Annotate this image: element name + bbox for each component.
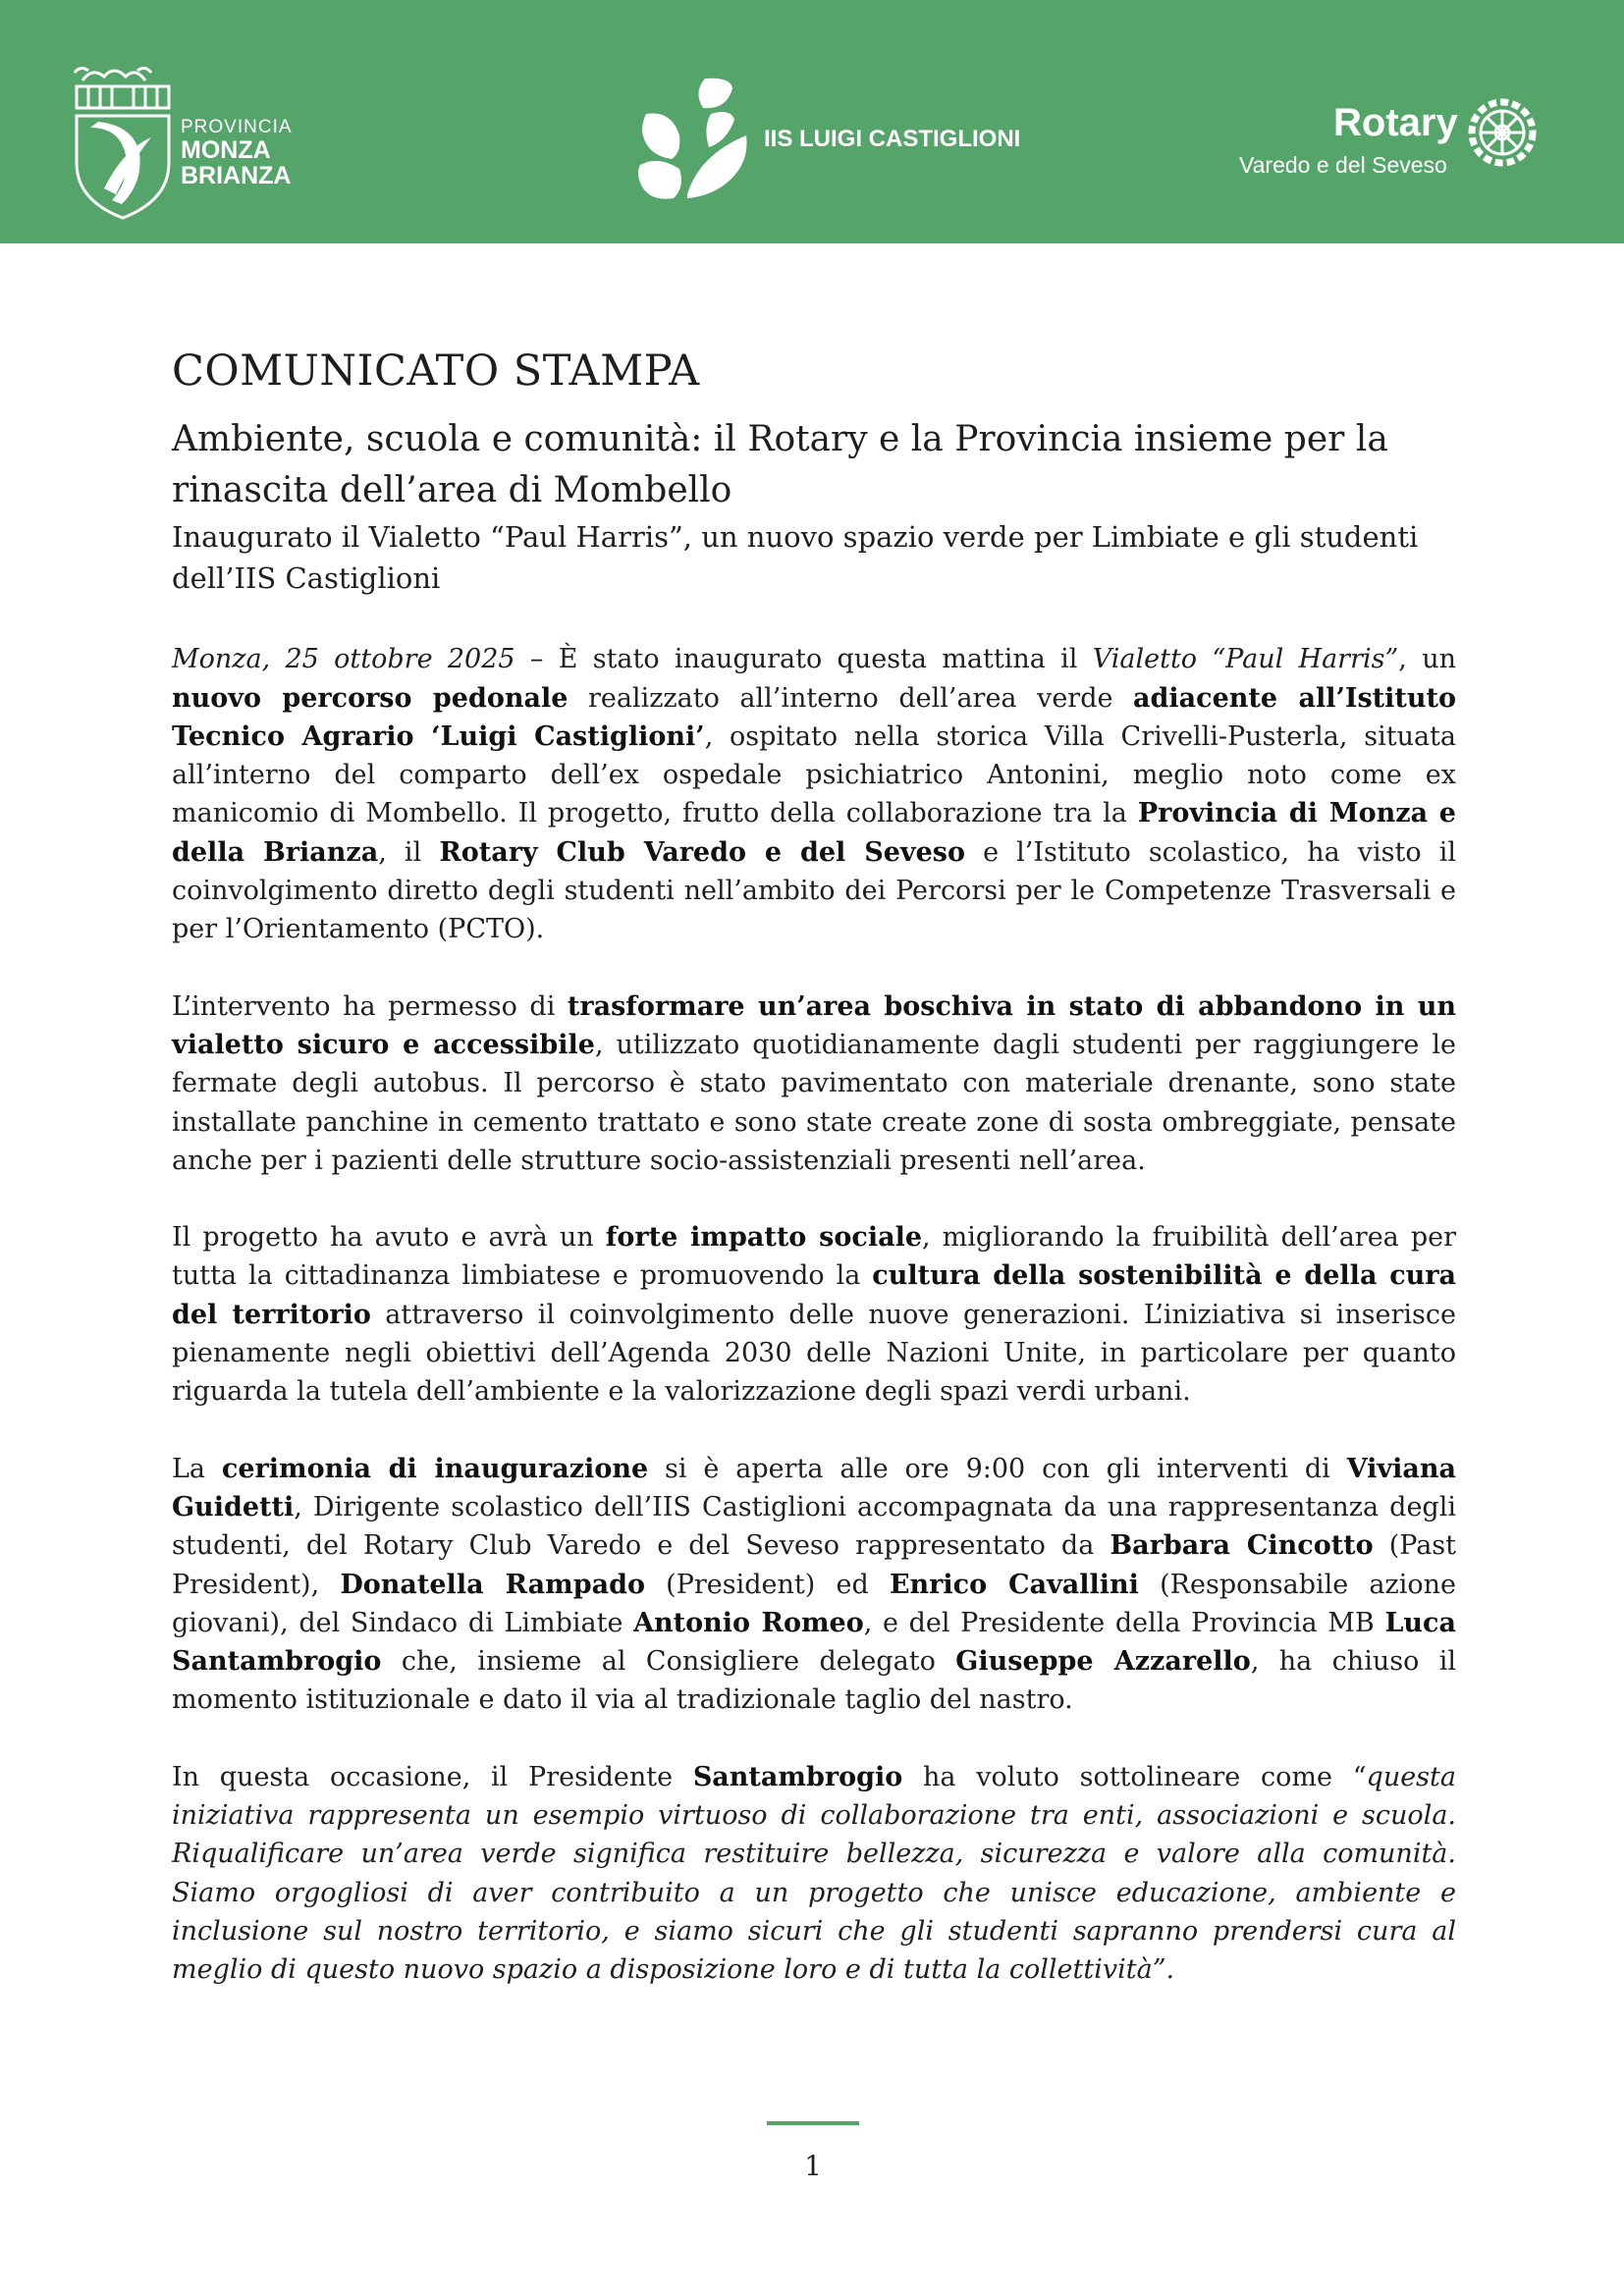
page-header: [0, 0, 1624, 243]
text-run: In questa occasione, il Presidente: [172, 1761, 693, 1792]
text-run: , un: [1398, 644, 1456, 675]
paragraph-impatto: [172, 1218, 1456, 1411]
text-run: , migliorando la fruibilità dell’area per tutta la cittadinanza limbiatese e promuovendo la: [172, 1222, 1456, 1292]
person-name: Barbara Cincotto: [1110, 1530, 1374, 1562]
emphasis: forte impatto sociale: [605, 1222, 923, 1254]
press-release-body: [172, 348, 1456, 1990]
headline: Ambiente, scuola e comunità: il Rotary e la Provincia insieme per la rinascita dell’area di Mombello: [172, 419, 1388, 511]
document-label: COMUNICATO STAMPA: [172, 347, 700, 396]
provincia-line2: MONZA: [181, 136, 271, 164]
emphasis: Provincia di Monza e della Brianza: [172, 798, 1456, 868]
text-run: realizzato all’interno dell’area verde: [568, 682, 1134, 714]
paragraph-cerimonia: [172, 1450, 1456, 1720]
rotary-wheel-icon: [1463, 93, 1542, 172]
provincia-line3: BRIANZA: [181, 162, 292, 189]
text-run: (Past President),: [172, 1530, 1457, 1600]
text-run: Il progetto ha avuto e avrà un: [172, 1222, 606, 1254]
text-run: , Dirigente scolastico dell’IIS Castiglioni accompagnata da una rappresentanza degli studenti, del Rotary Club Varedo e del Seveso rappresentato da: [172, 1491, 1456, 1562]
paragraph-quote: [172, 1758, 1456, 1990]
provincia-logo: [65, 59, 300, 226]
page-number: 1: [804, 2150, 822, 2182]
person-name: Enrico Cavallini: [889, 1569, 1139, 1600]
rotary-logo: [1232, 93, 1546, 191]
person-name: Viviana Guidetti: [172, 1453, 1456, 1522]
text-run: attraverso il coinvolgimento delle nuove generazioni. L’iniziativa si inserisce pienamente negli obiettivi dell’Agenda 2030 delle Nazioni Unite, in particolare per quanto riguarda la tutela dell’ambiente e la valorizzazione degli spazi verdi urbani.: [172, 1299, 1457, 1408]
emphasis: Rotary Club Varedo e del Seveso: [439, 836, 965, 868]
person-name: Santambrogio: [692, 1761, 903, 1792]
subheadline: Inaugurato il Vialetto “Paul Harris”, un nuovo spazio verde per Limbiate e gli studenti dell’IIS Castiglioni: [172, 520, 1419, 596]
text-run: – È stato inaugurato questa mattina il: [514, 644, 1093, 675]
vialetto-name: Vialetto “Paul Harris”: [1092, 644, 1399, 675]
person-name: Antonio Romeo: [633, 1607, 864, 1638]
dateline: Monza, 25 ottobre 2025: [172, 644, 515, 675]
text-run: , e del Presidente della Provincia MB: [863, 1607, 1385, 1638]
text-run: La: [172, 1453, 222, 1484]
text-run: e l’Istituto scolastico, ha visto il coinvolgimento diretto degli studenti nell’ambito dei Percorsi per le Competenze Trasversali e per l’Orientamento (PCTO).: [172, 836, 1456, 945]
person-name: Luca Santambrogio: [172, 1607, 1456, 1678]
iis-name: IIS LUIGI CASTIGLIONI: [764, 126, 1021, 152]
emphasis: cultura della sostenibilità e della cura del territorio: [172, 1260, 1457, 1330]
rotary-name: Rotary: [1333, 101, 1458, 144]
leaf-logo-icon: [638, 75, 756, 202]
rotary-club-name: Varedo e del Seveso: [1239, 152, 1447, 178]
text-run: che, insieme al Consigliere delegato: [381, 1646, 956, 1678]
paragraph-intro: [172, 640, 1456, 948]
text-run: , ospitato nella storica Villa Crivelli-Pusterla, situata all’interno del comparto dell’ex ospedale psichiatrico Antonini, meglio noto come ex manicomio di Mombello. Il progetto, frutto della collaborazione tra la: [172, 721, 1456, 829]
text-run: (Responsabile azione giovani), del Sindaco di Limbiate: [172, 1569, 1457, 1638]
paragraph-intervento: [172, 988, 1456, 1180]
emphasis: adiacente all’Istituto Tecnico Agrario ‘Luigi Castiglioni’: [172, 682, 1456, 752]
text-run: si è aperta alle ore 9:00 con gli interventi di: [648, 1453, 1347, 1484]
footer-divider: [767, 2121, 859, 2125]
text-run: L’intervento ha permesso di: [172, 990, 568, 1022]
emphasis: trasformare un’area boschiva in stato di abbandono in un vialetto sicuro e accessibile: [172, 990, 1456, 1060]
provincia-line1: PROVINCIA: [181, 117, 293, 137]
text-run: ha voluto sottolineare come “: [902, 1761, 1367, 1792]
emphasis: cerimonia di inaugurazione: [221, 1453, 649, 1484]
iis-logo: [638, 75, 1021, 212]
president-quote: questa iniziativa rappresenta un esempio virtuoso di collaborazione tra enti, associazioni e scuola. Riqualificare un’area verde significa restituire bellezza, sicurezza e valore alla comunità. Siamo orgogliosi di aver contribuito a un progetto che unisce educazione, ambiente e inclusione sul nostro territorio, e siamo sicuri che gli studenti sapranno prendersi cura al meglio di questo nuovo spazio a disposizione loro e di tutta la collettività”.: [172, 1761, 1456, 1986]
text-run: , il: [378, 836, 440, 868]
text-run: , utilizzato quotidianamente dagli studenti per raggiungere le fermate degli autobus. Il percorso è stato pavimentato con materiale drenante, sono state installate panchine in cemento trattato e sono state create zone di sosta ombreggiate, pensate anche per i pazienti delle strutture socio-assistenziali presenti nell’area.: [172, 1029, 1456, 1176]
person-name: Giuseppe Azzarello: [955, 1646, 1251, 1678]
text-run: (President) ed: [644, 1569, 890, 1600]
emphasis: nuovo percorso pedonale: [172, 682, 568, 714]
provincia-crest-icon: [65, 59, 183, 226]
text-run: , ha chiuso il momento istituzionale e dato il via al tradizionale taglio del nastro.: [172, 1646, 1457, 1716]
person-name: Donatella Rampado: [340, 1569, 645, 1600]
